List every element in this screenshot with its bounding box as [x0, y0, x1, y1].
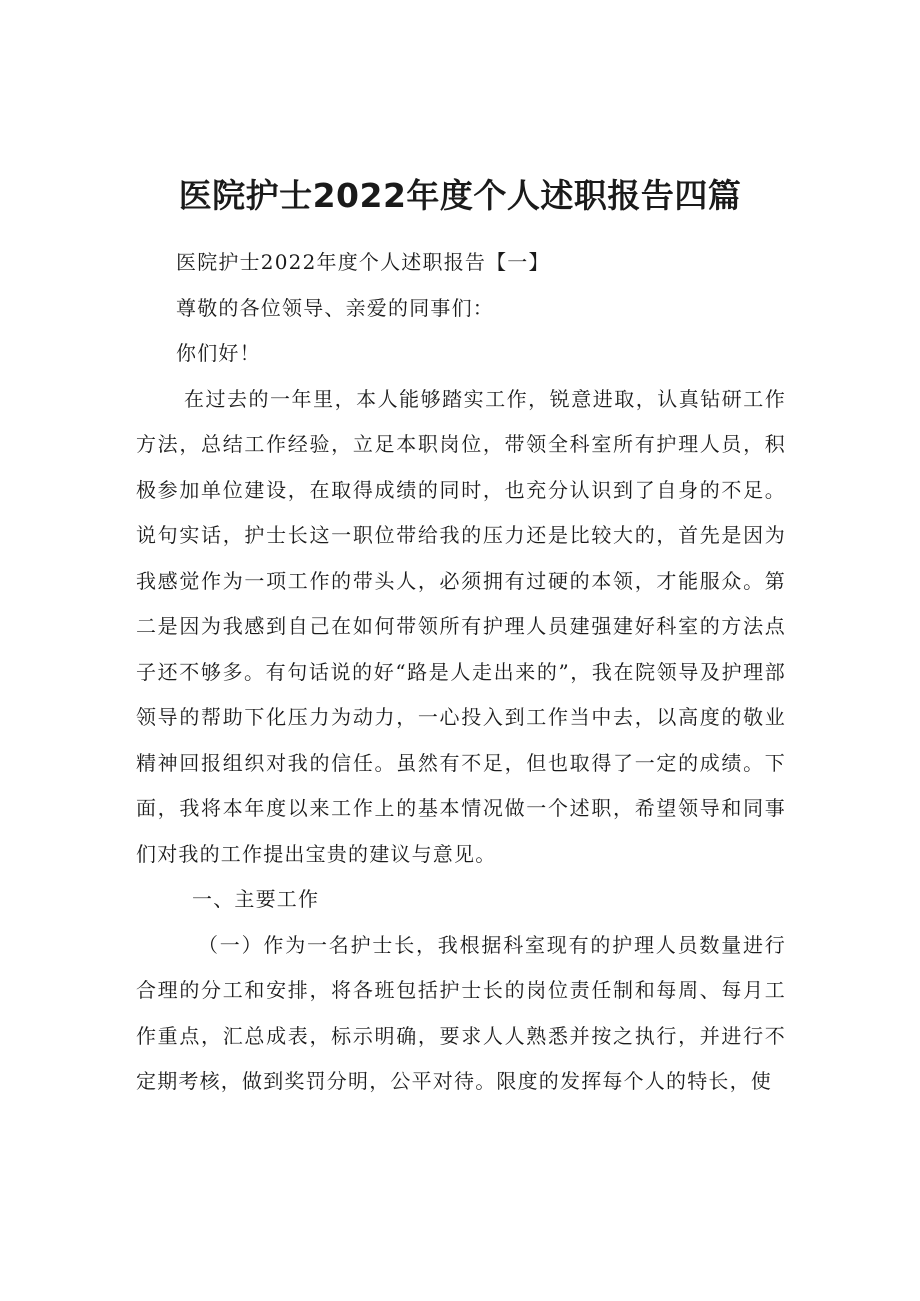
- intro-paragraph: 在过去的一年里，本人能够踏实工作，锐意进取，认真钻研工作方法，总结工作经验，立足本职岗位，带领全科室所有护理人员，积极参加单位建设，在取得成绩的同时，也充分认识到了自身的不足。说句实话，护士长这一职位带给我的压力还是比较大的，首先是因为我感觉作为一项工作的带头人，必须拥有过硬的本领，才能服众。第二是因为我感到自己在如何带领所有护理人员建强建好科室的方法点子还不够多。有句话说的好“路是人走出来的”，我在院领导及护理部领导的帮助下化压力为动力，一心投入到工作当中去，以高度的敬业精神回报组织对我的信任。虽然有不足，但也取得了一定的成绩。下面，我将本年度以来工作上的基本情况做一个述职，希望领导和同事们对我的工作提出宝贵的建议与意见。: [136, 386, 786, 866]
- greeting: 你们好！: [176, 341, 261, 365]
- document-title: 医院护士2022年度个人述职报告四篇: [178, 176, 742, 215]
- section-heading-report-one: 医院护士2022年度个人述职报告【一】: [176, 250, 550, 274]
- work-item-one-paragraph: （一）作为一名护士长，我根据科室现有的护理人员数量进行合理的分工和安排，将各班包括护士长的岗位责任制和每周、每月工作重点，汇总成表，标示明确，要求人人熟悉并按之执行，并进行不定期考核，做到奖罚分明，公平对待。限度的发挥每个人的特长，使: [136, 932, 786, 1093]
- section-heading-main-work: 一、主要工作: [192, 887, 320, 911]
- document-body: [136, 240, 786, 1105]
- salutation: 尊敬的各位领导、亲爱的同事们：: [176, 295, 494, 320]
